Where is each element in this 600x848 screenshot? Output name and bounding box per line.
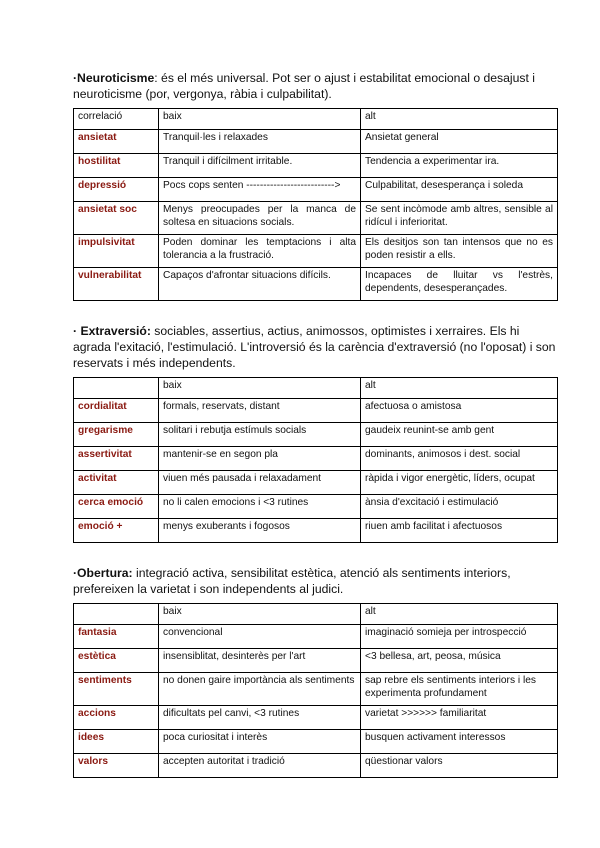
trait-cell: cerca emoció — [74, 495, 159, 519]
low-cell: no li calen emocions i <3 rutines — [159, 495, 361, 519]
table-row — [74, 447, 558, 471]
high-cell: Culpabilitat, desesperança i soleda — [361, 178, 558, 202]
trait-cell: emoció + — [74, 519, 159, 543]
high-cell: <3 bellesa, art, peosa, música — [361, 649, 558, 673]
header-cell: baix — [159, 604, 361, 625]
high-cell: afectuosa o amistosa — [361, 399, 558, 423]
high-cell: busquen activament interessos — [361, 730, 558, 754]
low-cell: solitari i rebutja estímuls socials — [159, 423, 361, 447]
header-cell: baix — [159, 378, 361, 399]
low-cell: viuen més pausada i relaxadament — [159, 471, 361, 495]
section-title: · Extraversió: — [73, 324, 151, 338]
extraversion-intro — [73, 323, 558, 371]
header-cell: alt — [361, 109, 558, 130]
trait-cell: accions — [74, 706, 159, 730]
low-cell: Pocs cops senten --------------------------> — [159, 178, 361, 202]
high-cell: Incapaces de lluitar vs l'estrès, dependents, desesperançades. — [361, 268, 558, 301]
trait-cell: ansietat — [74, 130, 159, 154]
table-row — [74, 130, 558, 154]
low-cell: convencional — [159, 625, 361, 649]
low-cell: mantenir-se en segon pla — [159, 447, 361, 471]
low-cell: menys exuberants i fogosos — [159, 519, 361, 543]
header-cell — [74, 604, 159, 625]
high-cell: ràpida i vigor energètic, líders, ocupat — [361, 471, 558, 495]
document-page — [73, 70, 558, 800]
table-row — [74, 471, 558, 495]
trait-cell: gregarisme — [74, 423, 159, 447]
trait-cell: cordialitat — [74, 399, 159, 423]
high-cell: sap rebre els sentiments interiors i les experimenta profundament — [361, 673, 558, 706]
openness-table — [73, 603, 558, 778]
table-row — [74, 519, 558, 543]
table-row — [74, 154, 558, 178]
table-row — [74, 754, 558, 778]
high-cell: Els desitjos son tan intensos que no es poden resistir a ells. — [361, 235, 558, 268]
trait-cell: vulnerabilitat — [74, 268, 159, 301]
high-cell: dominants, animosos i dest. social — [361, 447, 558, 471]
neuroticism-table — [73, 108, 558, 301]
low-cell: accepten autoritat i tradició — [159, 754, 361, 778]
trait-cell: ansietat soc — [74, 202, 159, 235]
trait-cell: activitat — [74, 471, 159, 495]
high-cell: gaudeix reunint-se amb gent — [361, 423, 558, 447]
trait-cell: sentiments — [74, 673, 159, 706]
table-row — [74, 625, 558, 649]
high-cell: riuen amb facilitat i afectuosos — [361, 519, 558, 543]
section-description: : és el més universal. Pot ser o ajust i estabilitat emocional o desajust i neuroticisme (por, vergonya, ràbia i culpabilitat). — [73, 71, 535, 101]
high-cell: ànsia d'excitació i estimulació — [361, 495, 558, 519]
section-description: integració activa, sensibilitat estètica, atenció als sentiments interiors, prefereixen la varietat i son independents al judici. — [73, 566, 511, 596]
neuroticism-intro — [73, 70, 558, 102]
low-cell: dificultats pel canvi, <3 rutines — [159, 706, 361, 730]
low-cell: formals, reservats, distant — [159, 399, 361, 423]
low-cell: no donen gaire importància als sentiments — [159, 673, 361, 706]
low-cell: poca curiositat i interès — [159, 730, 361, 754]
trait-cell: assertivitat — [74, 447, 159, 471]
table-row — [74, 706, 558, 730]
table-row — [74, 495, 558, 519]
section-title: ·Neuroticisme — [73, 71, 155, 85]
header-cell: baix — [159, 109, 361, 130]
low-cell: Tranquil i difícilment irritable. — [159, 154, 361, 178]
table-row — [74, 178, 558, 202]
low-cell: Poden dominar les temptacions i alta tolerancia a la frustració. — [159, 235, 361, 268]
header-cell — [74, 378, 159, 399]
table-header-row — [74, 378, 558, 399]
high-cell: imaginació somieja per introspecció — [361, 625, 558, 649]
high-cell: Se sent incòmode amb altres, sensible al ridícul i inferioritat. — [361, 202, 558, 235]
trait-cell: valors — [74, 754, 159, 778]
table-row — [74, 730, 558, 754]
header-cell: correlació — [74, 109, 159, 130]
trait-cell: idees — [74, 730, 159, 754]
high-cell: qüestionar valors — [361, 754, 558, 778]
header-cell: alt — [361, 604, 558, 625]
table-row — [74, 268, 558, 301]
trait-cell: depressió — [74, 178, 159, 202]
extraversion-table — [73, 377, 558, 543]
openness-intro — [73, 565, 558, 597]
table-row — [74, 235, 558, 268]
high-cell: Ansietat general — [361, 130, 558, 154]
high-cell: Tendencia a experimentar ira. — [361, 154, 558, 178]
table-row — [74, 423, 558, 447]
table-row — [74, 202, 558, 235]
low-cell: insensiblitat, desinterès per l'art — [159, 649, 361, 673]
header-cell: alt — [361, 378, 558, 399]
low-cell: Capaços d'afrontar situacions difícils. — [159, 268, 361, 301]
section-title: ·Obertura: — [73, 566, 133, 580]
table-header-row — [74, 604, 558, 625]
trait-cell: fantasia — [74, 625, 159, 649]
trait-cell: impulsivitat — [74, 235, 159, 268]
table-row — [74, 673, 558, 706]
high-cell: varietat >>>>>> familiaritat — [361, 706, 558, 730]
table-row — [74, 649, 558, 673]
table-row — [74, 399, 558, 423]
low-cell: Tranquil·les i relaxades — [159, 130, 361, 154]
table-header-row — [74, 109, 558, 130]
low-cell: Menys preocupades per la manca de soltesa en situacions socials. — [159, 202, 361, 235]
trait-cell: hostilitat — [74, 154, 159, 178]
section-description: sociables, assertius, actius, animossos, optimistes i xerraires. Els hi agrada l'exitació, l'estimulació. L'introversió és la carència d'extraversió (no l'oposat) i son reservats i més independents. — [73, 324, 556, 370]
trait-cell: estètica — [74, 649, 159, 673]
